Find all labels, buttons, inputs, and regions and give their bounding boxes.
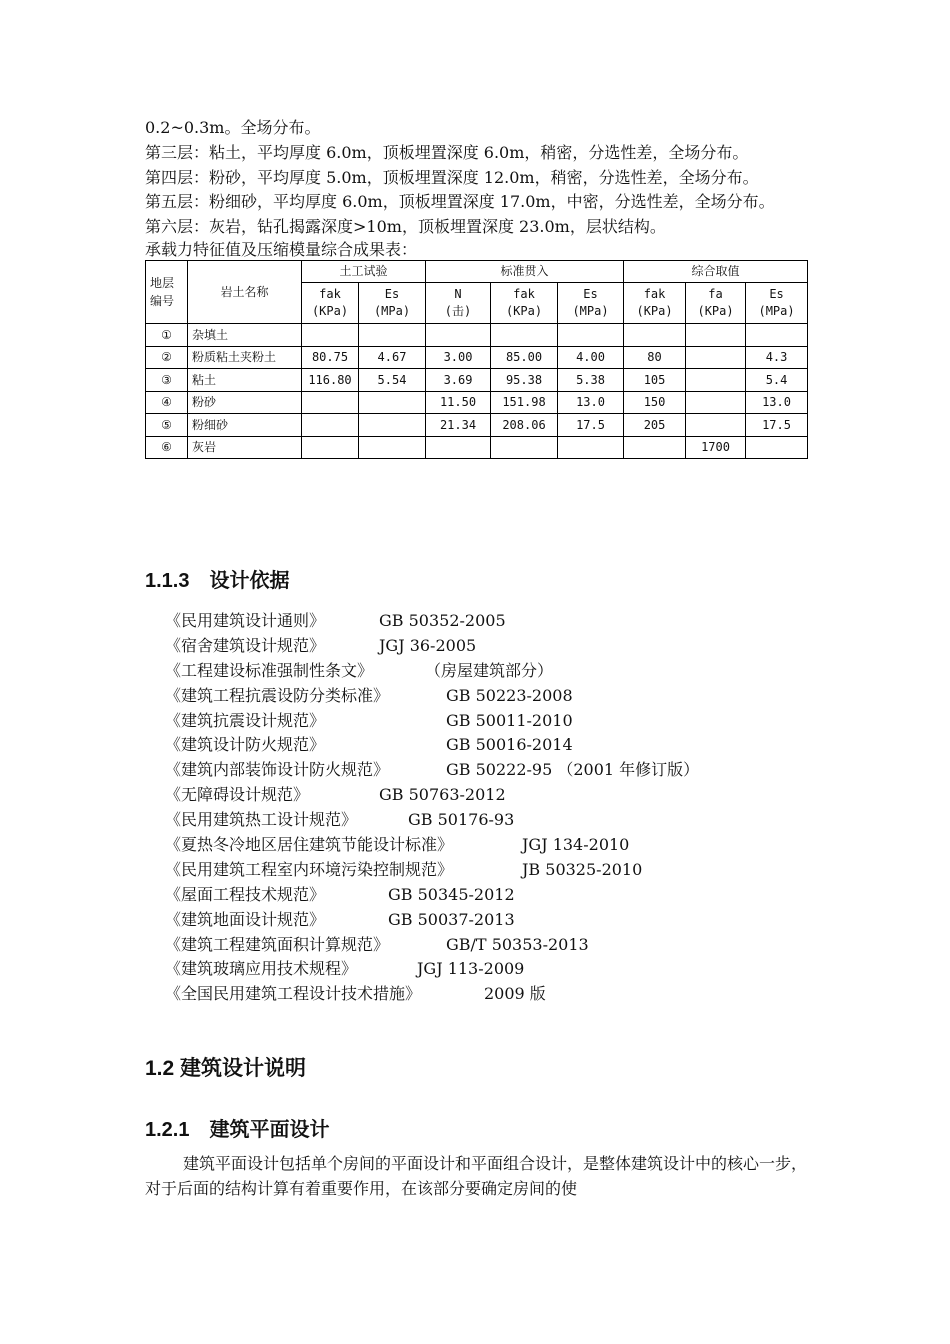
reference-item [165, 733, 805, 758]
value-cell [302, 391, 359, 414]
value-cell: 105 [624, 369, 686, 392]
reference-title: 《建筑工程抗震设防分类标准》 [165, 685, 390, 705]
value-cell: 4.3 [746, 346, 808, 369]
body-paragraph: 建筑平面设计包括单个房间的平面设计和平面组合设计，是整体建筑设计中的核心一步，对于后面的结构计算有着重要作用，在该部分要确定房间的使 [145, 1154, 808, 1198]
layer-number-cell: ② [146, 346, 188, 369]
intro-line: 第六层：灰岩，钻孔揭露深度>10m，顶板埋置深度 23.0m，层状结构。 [145, 217, 666, 237]
reference-title: 《民用建筑热工设计规范》 [165, 810, 358, 830]
reference-code: GB 50345-2012 [388, 884, 515, 904]
section-heading-floor-plan: 1.2.1 建筑平面设计 [145, 1119, 330, 1141]
value-cell: 150 [624, 391, 686, 414]
reference-title: 《建筑内部装饰设计防火规范》 [165, 760, 390, 780]
value-cell: 85.00 [491, 346, 558, 369]
value-cell [624, 324, 686, 347]
value-cell: 80 [624, 346, 686, 369]
value-cell: 80.75 [302, 346, 359, 369]
value-cell [558, 436, 624, 459]
unit-cell: N (击) [426, 283, 491, 324]
soil-name-cell: 灰岩 [188, 436, 302, 459]
value-cell: 205 [624, 414, 686, 437]
reference-item [165, 833, 805, 858]
section-heading-architecture: 1.2 建筑设计说明 [145, 1057, 307, 1080]
reference-code: GB 50763-2012 [379, 785, 506, 805]
reference-title: 《民用建筑设计通则》 [165, 611, 326, 630]
reference-item [165, 758, 805, 783]
layer-number-cell: ⑥ [146, 436, 188, 459]
soil-name-cell: 粘土 [188, 369, 302, 392]
reference-item [165, 808, 805, 833]
reference-title: 《建筑工程建筑面积计算规范》 [165, 934, 390, 954]
value-cell: 5.4 [746, 369, 808, 392]
reference-title: 《夏热冬冷地区居住建筑节能设计标准》 [165, 835, 454, 855]
header-lab-test: 土工试验 [302, 260, 426, 283]
value-cell [491, 324, 558, 347]
header-spt: 标准贯入 [426, 260, 624, 283]
table-row [146, 414, 808, 437]
soil-name-cell: 杂填土 [188, 324, 302, 347]
header-soil-name: 岩土名称 [188, 260, 302, 324]
unit-cell: Es (MPa) [746, 283, 808, 324]
value-cell: 1700 [686, 436, 746, 459]
reference-item [165, 908, 805, 933]
table-body [146, 324, 808, 459]
reference-code: GB 50223-2008 [446, 685, 573, 705]
reference-item [165, 883, 805, 908]
value-cell: 5.38 [558, 369, 624, 392]
reference-item [165, 957, 805, 982]
intro-line: 第四层：粉砂，平均厚度 5.0m，顶板埋置深度 12.0m，稍密，分选性差，全场分布。 [145, 167, 759, 187]
value-cell: 151.98 [491, 391, 558, 414]
layer-number-cell: ① [146, 324, 188, 347]
table-header-row [146, 260, 808, 283]
reference-title: 《建筑抗震设计规范》 [165, 710, 326, 730]
reference-code: GB 50016-2014 [446, 735, 573, 755]
reference-code: GB/T 50353-2013 [446, 934, 589, 954]
value-cell: 13.0 [558, 391, 624, 414]
reference-title: 《无障碍设计规范》 [165, 785, 310, 805]
value-cell: 17.5 [558, 414, 624, 437]
value-cell [686, 391, 746, 414]
table-row [146, 346, 808, 369]
reference-code: GB 50352-2005 [379, 611, 506, 630]
reference-title: 《建筑设计防火规范》 [165, 735, 326, 755]
reference-code: JB 50325-2010 [522, 859, 643, 879]
table-row [146, 324, 808, 347]
reference-item [165, 709, 805, 734]
value-cell [558, 324, 624, 347]
intro-line: 第三层：粘土，平均厚度 6.0m，顶板埋置深度 6.0m，稍密，分选性差，全场分布。 [145, 142, 749, 162]
reference-item [165, 858, 805, 883]
value-cell: 13.0 [746, 391, 808, 414]
layer-number-cell: ④ [146, 391, 188, 414]
value-cell [746, 324, 808, 347]
value-cell [686, 324, 746, 347]
reference-code: GB 50176-93 [408, 810, 515, 830]
soil-properties-table [145, 260, 808, 460]
value-cell: 208.06 [491, 414, 558, 437]
table-row [146, 391, 808, 414]
reference-item [165, 609, 805, 634]
soil-name-cell: 粉砂 [188, 391, 302, 414]
reference-title: 《全国民用建筑工程设计技术措施》 [165, 984, 422, 1004]
reference-code: （房屋建筑部分） [425, 660, 554, 680]
value-cell [426, 436, 491, 459]
reference-code: GB 50011-2010 [446, 710, 573, 730]
value-cell: 3.00 [426, 346, 491, 369]
unit-cell: fak (KPa) [491, 283, 558, 324]
reference-title: 《工程建设标准强制性条文》 [165, 660, 374, 680]
reference-item [165, 659, 805, 684]
value-cell [302, 414, 359, 437]
table-row [146, 369, 808, 392]
reference-code: JGJ 113-2009 [417, 959, 525, 979]
value-cell: 116.80 [302, 369, 359, 392]
soil-name-cell: 粉质粘土夹粉土 [188, 346, 302, 369]
value-cell [359, 414, 426, 437]
reference-code: GB 50222-95 （2001 年修订版） [446, 760, 700, 780]
soil-name-cell: 粉细砂 [188, 414, 302, 437]
value-cell: 5.54 [359, 369, 426, 392]
value-cell: 11.50 [426, 391, 491, 414]
unit-cell: Es (MPa) [359, 283, 426, 324]
reference-code: JGJ 134-2010 [522, 835, 630, 855]
value-cell [686, 414, 746, 437]
value-cell: 95.38 [491, 369, 558, 392]
unit-cell: fak (KPa) [302, 283, 359, 324]
reference-code: 2009 版 [484, 984, 546, 1004]
reference-title: 《建筑地面设计规范》 [165, 909, 326, 929]
value-cell [359, 324, 426, 347]
value-cell [746, 436, 808, 459]
value-cell [426, 324, 491, 347]
reference-item [165, 684, 805, 709]
layer-number-cell: ③ [146, 369, 188, 392]
intro-block [145, 116, 807, 459]
intro-line: 0.2~0.3m。全场分布。 [145, 118, 321, 137]
reference-item [165, 933, 805, 958]
value-cell [686, 346, 746, 369]
unit-cell: fak (KPa) [624, 283, 686, 324]
value-cell [302, 324, 359, 347]
value-cell [491, 436, 558, 459]
value-cell [624, 436, 686, 459]
reference-title: 《宿舍建筑设计规范》 [165, 635, 326, 655]
value-cell [359, 436, 426, 459]
reference-code: JGJ 36-2005 [379, 635, 477, 655]
reference-code: GB 50037-2013 [388, 909, 515, 929]
reference-item [165, 634, 805, 659]
reference-item [165, 982, 805, 1007]
section-heading-design-basis: 1.1.3 设计依据 [145, 570, 290, 592]
reference-title: 《建筑玻璃应用技术规程》 [165, 959, 358, 979]
layer-number-cell: ⑤ [146, 414, 188, 437]
header-combined: 综合取值 [624, 260, 808, 283]
intro-line: 第五层：粉细砂，平均厚度 6.0m，顶板埋置深度 17.0m，中密，分选性差，全场分布。 [145, 192, 775, 212]
value-cell: 17.5 [746, 414, 808, 437]
reference-title: 《屋面工程技术规范》 [165, 884, 326, 904]
reference-title: 《民用建筑工程室内环境污染控制规范》 [165, 859, 454, 879]
value-cell: 4.67 [359, 346, 426, 369]
header-layer-number: 地层编号 [146, 260, 188, 324]
value-cell [686, 369, 746, 392]
value-cell: 3.69 [426, 369, 491, 392]
value-cell [359, 391, 426, 414]
reference-item [165, 783, 805, 808]
table-row [146, 436, 808, 459]
table-caption: 承载力特征值及压缩模量综合成果表： [145, 239, 418, 259]
unit-cell: fa (KPa) [686, 283, 746, 324]
value-cell: 4.00 [558, 346, 624, 369]
value-cell: 21.34 [426, 414, 491, 437]
value-cell [302, 436, 359, 459]
unit-cell: Es (MPa) [558, 283, 624, 324]
reference-list [165, 609, 805, 1007]
